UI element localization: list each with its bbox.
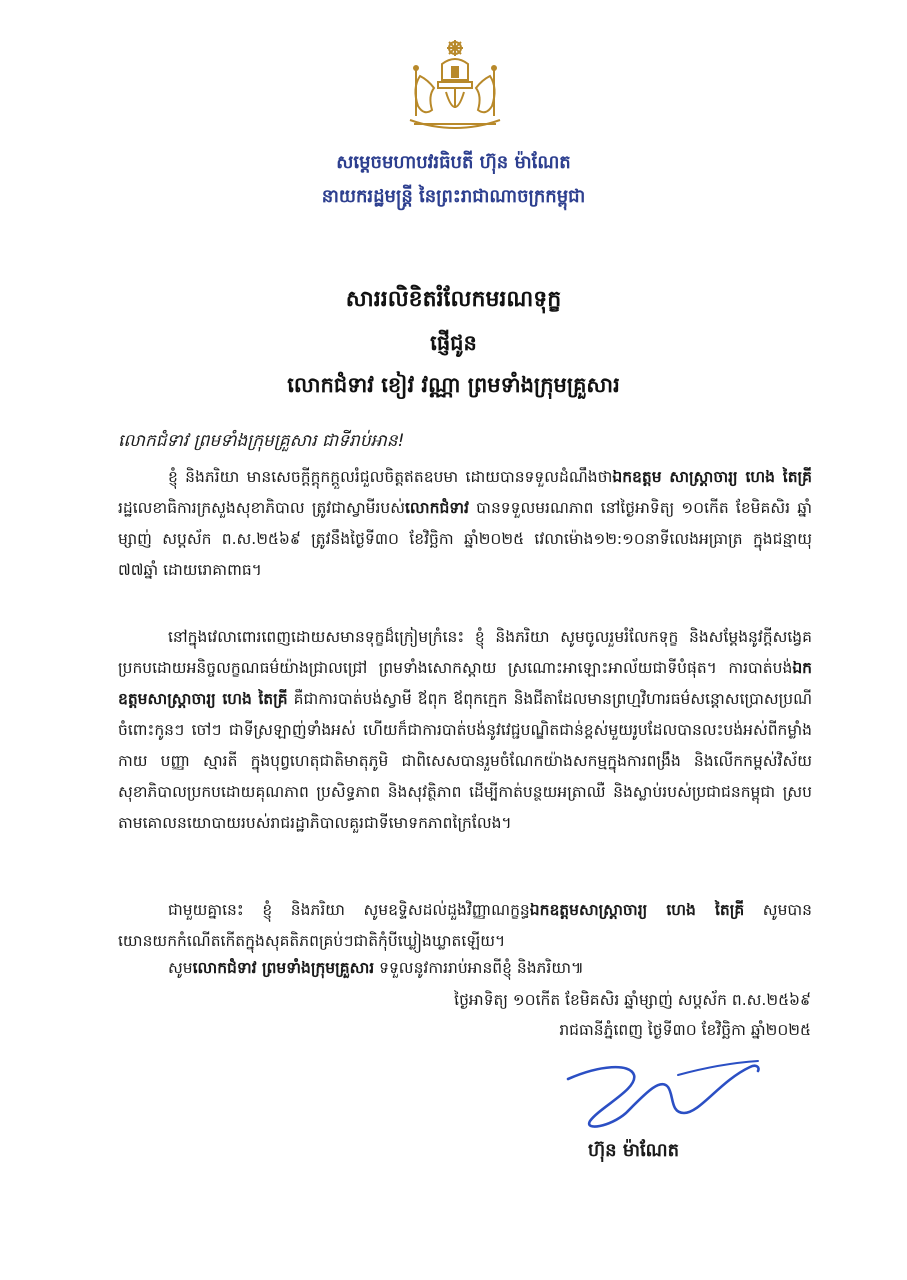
deceased-name-3: ឯកឧត្តមសាស្ត្រាចារ្យ ហេង តៃគ្រី bbox=[529, 901, 745, 919]
p4-text: សូម bbox=[168, 959, 193, 977]
p1-text-3: បានទទួលមរណភាព នៅថ្ងៃអាទិត្យ ១០កើត ខែមិគសិរ ឆ្នាំម្សាញ់ សប្តស័ក ព.ស.២៥៦៩ ត្រូវនឹងថ្ងៃទី៣០ ខែវិច្ឆិកា ឆ្នាំ២០២៥ វេលាម៉ោង១២:១០នាទីលេងអធ្រាត្រ ក្នុងជន្មាយុ ៧៧ឆ្នាំ ដោយរោគាពាធ។ bbox=[118, 499, 812, 579]
letter-title: សាររលិខិតរំលែកមរណទុក្ខ bbox=[345, 287, 562, 312]
letterhead-office: នាយករដ្ឋមន្ត្រី នៃព្រះរាជាណាចក្រកម្ពុជា bbox=[321, 186, 586, 207]
p2-text-2: គឺជាការបាត់បង់ស្វាមី ឪពុក ឪពុកក្មេក និងជីតាដែលមានព្រហ្មវិហារធម៌សន្តោសប្រោសប្រណីចំពោះកូនៗ ចៅៗ ជាទីស្រឡាញ់ទាំងអស់ ហើយក៏ជាការបាត់បង់នូវវេជ្ជបណ្ឌិតជាន់ខ្ពស់មួយរូបដែលបានលះបង់អស់ពីកម្លាំងកាយ បញ្ញា ស្មារតី ក្នុងបុព្វហេតុជាតិមាតុភូមិ ជាពិសេសបានរួមចំណែកយ៉ាងសកម្មក្នុងការពង្រឹង និងលើកកម្ពស់វិស័យសុខាភិបាលប្រកបដោយគុណភាព ប្រសិទ្ធភាព និងសុវត្ថិភាព ដើម្បីកាត់បន្ថយអត្រាឈឺ និងស្លាប់របស់ប្រជាជនកម្ពុជា ស្របតាមគោលនយោបាយរបស់រាជរដ្ឋាភិបាលគួរជាទីមោទកភាពក្រៃលែង។ bbox=[118, 690, 812, 832]
paragraph-announcement bbox=[118, 462, 812, 586]
paragraph-condolence bbox=[118, 622, 812, 839]
solar-date: រាជធានីភ្នំពេញ ថ្ងៃទី៣០ ខែវិច្ឆិកា ឆ្នាំ២០២៥ bbox=[559, 1021, 811, 1039]
paragraph-closing bbox=[168, 958, 584, 981]
deceased-name-2: ឯកឧត្តមសាស្ត្រាចារ្យ ហេង តៃគ្រី bbox=[118, 659, 812, 708]
paragraph-dedication bbox=[118, 895, 812, 957]
p3-text-2: សូមបានយោនយកកំណើតកើតក្នុងសុគតិភពគ្រប់ៗជាតិកុំបីឃ្លៀងឃ្លាតឡើយ។ bbox=[118, 901, 813, 950]
p1-text-2: រដ្ឋលេខាធិការក្រសួងសុខាភិបាល ត្រូវជាស្វាមីរបស់ bbox=[118, 499, 406, 517]
p3-text: ជាមួយគ្នានេះ ខ្ញុំ និងភរិយា សូមឧទ្ទិសដល់ដួងវិញ្ញាណក្ខន្ធ bbox=[168, 901, 530, 919]
sent-to-label: ផ្ញើជូន bbox=[430, 331, 477, 355]
handwritten-signature bbox=[560, 1055, 770, 1135]
lunar-date: ថ្ងៃអាទិត្យ ១០កើត ខែមិគសិរ ឆ្នាំម្សាញ់ សប្តស័ក ព.ស.២៥៦៩ bbox=[454, 991, 811, 1009]
p1-text: ខ្ញុំ និងភរិយា មានសេចក្តីក្តុកក្តួលរំជួលចិត្តឥតឧបមា ដោយបានទទួលដំណឹងថា bbox=[168, 468, 613, 486]
p2-text: នៅក្នុងវេលាពោរពេញដោយសមានទុក្ខដ៏ក្រៀមក្រំនេះ ខ្ញុំ និងភរិយា សូមចូលរួមរំលែកទុក្ខ និងសម្តែងនូវក្តីសង្វេគប្រកបដោយអនិច្ចលក្ខណធម៌យ៉ាងជ្រាលជ្រៅ ព្រមទាំងសោកស្តាយ ស្រណោះអាឡោះអាល័យជាទីបំផុត។ ការបាត់បង់ bbox=[118, 628, 812, 677]
letterhead-title: សម្តេចមហាបវរធិបតី ហ៊ុន ម៉ាណែត bbox=[336, 152, 571, 173]
recipient-line: លោកជំទាវ ខៀវ វណ្ណា ព្រមទាំងក្រុមគ្រួសារ bbox=[287, 373, 620, 397]
recipient-name-bold: លោកជំទាវ ព្រមទាំងក្រុមគ្រួសារ bbox=[192, 959, 375, 977]
salutation: លោកជំទាវ ព្រមទាំងក្រុមគ្រួសារ ជាទីរាប់អាន! bbox=[118, 431, 405, 451]
p4-text-2: ទទួលនូវការរាប់អានពីខ្ញុំ និងភរិយា៕ bbox=[374, 959, 584, 977]
widow-title: លោកជំទាវ bbox=[405, 499, 469, 517]
signatory-name: ហ៊ុន ម៉ាណែត bbox=[588, 1140, 680, 1161]
deceased-name: ឯកឧត្តម សាស្ត្រាចារ្យ ហេង តៃគ្រី bbox=[612, 468, 812, 486]
royal-coat-of-arms-icon bbox=[398, 36, 512, 136]
